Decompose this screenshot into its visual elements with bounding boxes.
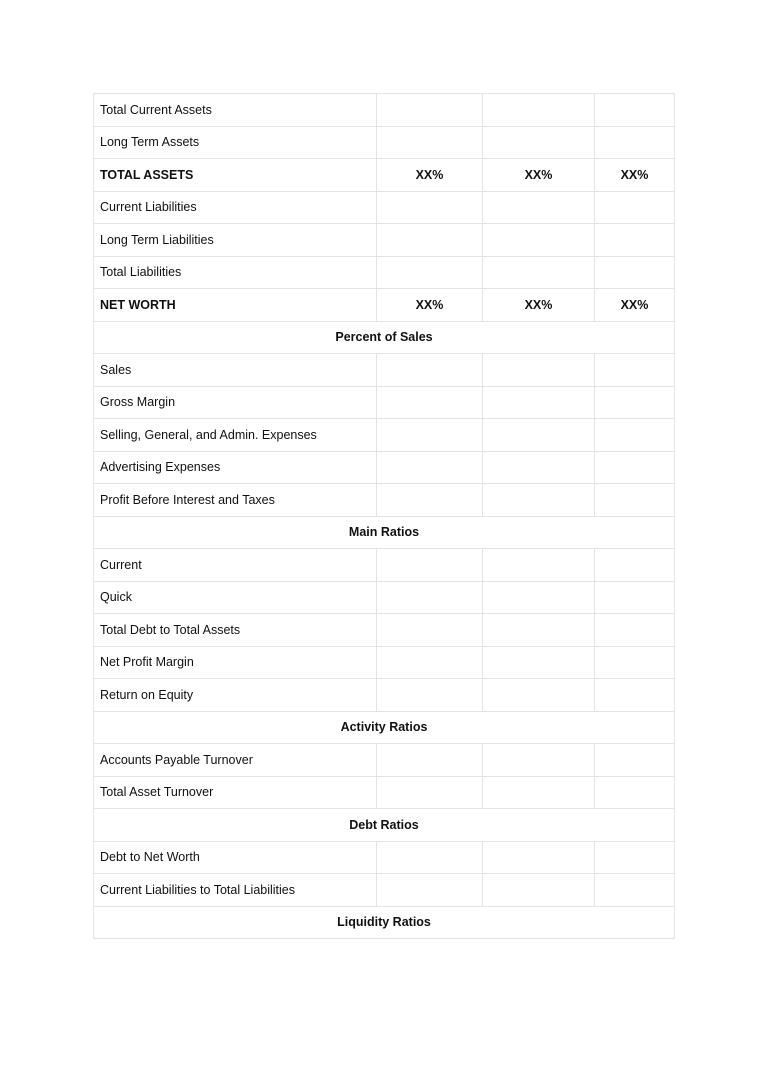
value-cell: XX% bbox=[595, 159, 675, 192]
table-row bbox=[94, 419, 675, 452]
table-row bbox=[94, 451, 675, 484]
row-label: Total Debt to Total Assets bbox=[94, 614, 377, 647]
table-row bbox=[94, 386, 675, 419]
table-row bbox=[94, 841, 675, 874]
value-cell bbox=[377, 776, 483, 809]
row-label: Long Term Liabilities bbox=[94, 224, 377, 257]
value-cell bbox=[483, 776, 595, 809]
row-label: Quick bbox=[94, 581, 377, 614]
row-label: Total Current Assets bbox=[94, 94, 377, 127]
row-label: Total Asset Turnover bbox=[94, 776, 377, 809]
value-cell bbox=[377, 94, 483, 127]
row-label: Selling, General, and Admin. Expenses bbox=[94, 419, 377, 452]
table-row bbox=[94, 94, 675, 127]
value-cell bbox=[595, 451, 675, 484]
value-cell bbox=[483, 484, 595, 517]
value-cell bbox=[595, 224, 675, 257]
value-cell bbox=[595, 354, 675, 387]
row-label: Advertising Expenses bbox=[94, 451, 377, 484]
section-title: Main Ratios bbox=[94, 516, 675, 549]
section-header-row bbox=[94, 809, 675, 842]
value-cell bbox=[483, 646, 595, 679]
value-cell bbox=[483, 549, 595, 582]
value-cell bbox=[595, 841, 675, 874]
section-title: Liquidity Ratios bbox=[94, 906, 675, 939]
value-cell bbox=[377, 126, 483, 159]
row-label: Current Liabilities bbox=[94, 191, 377, 224]
section-header-row bbox=[94, 906, 675, 939]
row-label: Gross Margin bbox=[94, 386, 377, 419]
value-cell bbox=[377, 256, 483, 289]
table-row bbox=[94, 776, 675, 809]
table-row bbox=[94, 646, 675, 679]
value-cell bbox=[483, 614, 595, 647]
value-cell bbox=[595, 386, 675, 419]
value-cell bbox=[377, 874, 483, 907]
value-cell bbox=[377, 354, 483, 387]
row-label: Current bbox=[94, 549, 377, 582]
section-title: Debt Ratios bbox=[94, 809, 675, 842]
row-label: Profit Before Interest and Taxes bbox=[94, 484, 377, 517]
value-cell bbox=[595, 581, 675, 614]
table-row bbox=[94, 614, 675, 647]
row-label: Sales bbox=[94, 354, 377, 387]
row-label: Debt to Net Worth bbox=[94, 841, 377, 874]
value-cell bbox=[483, 191, 595, 224]
value-cell bbox=[483, 581, 595, 614]
value-cell bbox=[595, 419, 675, 452]
section-title: Percent of Sales bbox=[94, 321, 675, 354]
value-cell bbox=[377, 224, 483, 257]
value-cell bbox=[483, 224, 595, 257]
value-cell bbox=[483, 744, 595, 777]
value-cell bbox=[377, 484, 483, 517]
table-row bbox=[94, 581, 675, 614]
section-title: Activity Ratios bbox=[94, 711, 675, 744]
row-label: Total Liabilities bbox=[94, 256, 377, 289]
value-cell bbox=[483, 354, 595, 387]
value-cell bbox=[595, 646, 675, 679]
value-cell bbox=[377, 549, 483, 582]
table-body bbox=[94, 94, 675, 939]
section-header-row bbox=[94, 321, 675, 354]
value-cell: XX% bbox=[377, 289, 483, 322]
value-cell bbox=[377, 191, 483, 224]
value-cell bbox=[483, 386, 595, 419]
value-cell bbox=[377, 419, 483, 452]
table-row bbox=[94, 159, 675, 192]
value-cell bbox=[377, 451, 483, 484]
value-cell: XX% bbox=[377, 159, 483, 192]
value-cell bbox=[377, 646, 483, 679]
table-row bbox=[94, 354, 675, 387]
value-cell bbox=[595, 484, 675, 517]
value-cell bbox=[483, 419, 595, 452]
row-label: Return on Equity bbox=[94, 679, 377, 712]
value-cell bbox=[595, 874, 675, 907]
value-cell bbox=[377, 614, 483, 647]
value-cell bbox=[595, 744, 675, 777]
section-header-row bbox=[94, 516, 675, 549]
table-row bbox=[94, 191, 675, 224]
value-cell bbox=[595, 614, 675, 647]
section-header-row bbox=[94, 711, 675, 744]
value-cell bbox=[483, 451, 595, 484]
row-label: Accounts Payable Turnover bbox=[94, 744, 377, 777]
table-row bbox=[94, 679, 675, 712]
value-cell bbox=[377, 581, 483, 614]
row-label: Long Term Assets bbox=[94, 126, 377, 159]
table-row bbox=[94, 126, 675, 159]
table-row bbox=[94, 484, 675, 517]
value-cell bbox=[377, 679, 483, 712]
value-cell bbox=[595, 191, 675, 224]
row-label: NET WORTH bbox=[94, 289, 377, 322]
value-cell bbox=[483, 841, 595, 874]
financial-ratios-table bbox=[93, 93, 675, 939]
value-cell bbox=[595, 126, 675, 159]
value-cell bbox=[483, 94, 595, 127]
value-cell bbox=[595, 679, 675, 712]
value-cell bbox=[595, 549, 675, 582]
table-row bbox=[94, 874, 675, 907]
value-cell bbox=[595, 256, 675, 289]
table-row bbox=[94, 224, 675, 257]
value-cell bbox=[377, 744, 483, 777]
value-cell bbox=[595, 94, 675, 127]
row-label: Current Liabilities to Total Liabilities bbox=[94, 874, 377, 907]
value-cell bbox=[483, 679, 595, 712]
table-row bbox=[94, 289, 675, 322]
value-cell bbox=[377, 841, 483, 874]
value-cell bbox=[595, 776, 675, 809]
table-row bbox=[94, 549, 675, 582]
table-row bbox=[94, 744, 675, 777]
table-row bbox=[94, 256, 675, 289]
value-cell: XX% bbox=[483, 289, 595, 322]
value-cell: XX% bbox=[595, 289, 675, 322]
row-label: TOTAL ASSETS bbox=[94, 159, 377, 192]
row-label: Net Profit Margin bbox=[94, 646, 377, 679]
value-cell: XX% bbox=[483, 159, 595, 192]
value-cell bbox=[483, 874, 595, 907]
value-cell bbox=[483, 126, 595, 159]
value-cell bbox=[377, 386, 483, 419]
value-cell bbox=[483, 256, 595, 289]
